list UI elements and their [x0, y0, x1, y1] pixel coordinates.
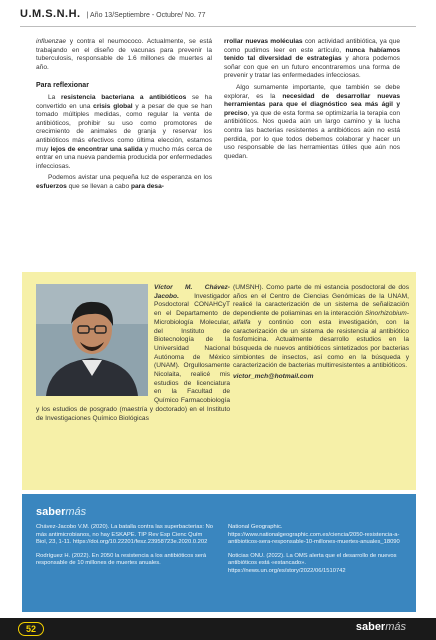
reference-item: National Geographic. https://www.nationalgeographic.com.es/ciencia/2050-resistencia-a-antibioticos-sera-responsable-10-millones-muertes-anuales_18090	[228, 524, 400, 546]
paragraph	[36, 174, 212, 191]
bold-text: esfuerzos	[36, 182, 67, 190]
bio-text-left	[36, 284, 230, 423]
issue-info: | Año 13/Septiembre - Octubre/ No. 77	[86, 12, 206, 19]
text: y contra el neumococo. Actualmente, se está trabajando en el diseño de vacunas para prevenir la tuberculosis, responsable de 1.6 millones de muertes al año.	[36, 38, 212, 71]
text: Algo sumamente importante, que también se debe explorar, es la	[224, 83, 400, 100]
text: Podemos avistar una pequeña luz de esperanza en los	[48, 174, 212, 182]
page-number: 52	[18, 622, 44, 636]
logo-text: saber	[355, 621, 386, 633]
references-left	[36, 524, 214, 574]
author-name: Víctor M. Chávez-Jacobo.	[154, 284, 230, 300]
text: , ya que de esta forma se optimizaría la terapia con antibióticos. Nos queda aún un largo camino y la lucha contra las bacterias resistentes a antibióticos aún no está perdida, por lo que todos debemos colaborar y hacer un uso responsable de las herramientas útiles que aún nos quedan.	[224, 109, 400, 160]
section-heading: Para reflexionar	[36, 82, 89, 90]
article-column-left	[36, 38, 212, 195]
reference-item: Rodríguez H. (2022). En 2050 la resistencia a los antibióticos será responsable de 10 millones de muertes anuales.	[36, 552, 207, 567]
logo-text: saber	[36, 506, 66, 518]
paragraph	[36, 94, 212, 171]
italic-term: Sinorhizobium-alfalfa	[233, 310, 409, 326]
paragraph	[224, 84, 400, 161]
text: Investigador Posdoctoral CONAHCyT en el Departamento de Microbiología Molecular, del Instituto de Biotecnología de la Universidad Nacional Autónoma de México (UNAM). Orgullosamente Nicolaita, realicé mis estudios de licenciatura en la Facultad de Químico Farmacobiología y los estudios de posgrado (maestría y doctorado) en el Instituto de Investigaciones Químico Biológicas	[36, 292, 230, 422]
paragraph	[36, 38, 212, 72]
text: y continúo con esta investigación, con la caracterización de un sistema de resistencia al antibiótico fosfomicina. Actualmente desarrollo estudios en la búsqueda de nuevos antibióticos sintetizados por bacterias simbiontes de insectos, así como en la búsqueda y caracterización de bacterias multirresistentes a antibióticos.	[233, 318, 409, 370]
text: (UMSNH). Como parte de mi estancia posdoctoral de dos años en el Centro de Ciencias Genómicas de la UNAM, realicé la caracterización de un sistema de señalización dependiente de poliaminas en la interacción	[233, 284, 409, 318]
text: y mucho más cerca de entrar en una nueva pandemia producida por enfermedades infecciosas.	[36, 145, 212, 170]
references-right	[228, 524, 406, 582]
photo-spacer	[36, 284, 154, 402]
bold-text: para desa-	[130, 182, 164, 190]
italic-term: influenzae	[36, 38, 67, 45]
text: y a pesar de que se han tomado múltiples medidas, como regular la venta de antibióticos, prohibir su uso como promotores de crecimiento de animales de granja y reservar los antibióticos más efectivos como última elección, estamos muy	[36, 102, 212, 153]
reference-item: Noticias ONU. (2022). La OMS alerta que el desarrollo de nuevos antibióticos está «estancado». https://news.un.org/es/story/2022/06/1510742	[228, 552, 397, 574]
journal-name: U.M.S.N.H.	[20, 8, 81, 20]
bold-text: resistencia bacteriana a antibióticos	[61, 93, 187, 101]
text: y ahora podemos soñar con que en un futuro encontraremos una forma de prevenir y tratar las enfermedades infecciosas.	[224, 55, 400, 80]
logo-accent: más	[65, 506, 87, 518]
footer-logo	[356, 621, 406, 633]
text: con actividad antibiótica, ya que como pudimos leer en este artículo,	[224, 38, 400, 54]
bold-text: rrollar nuevas moléculas	[224, 38, 303, 45]
page-footer	[0, 618, 436, 640]
reference-item: Chávez-Jacobo V.M. (2020). La batalla contra las superbacterias: No más antimicrobianos, no hay ESKAPE. TIP Rev Esp Cienc Quím Biol, 23, 1-11. https://doi.org/10.22201/fesz.23958723e.2020.0.202	[36, 524, 214, 546]
page-header	[20, 8, 420, 26]
author-email[interactable]: victor_mch@hotmail.com	[233, 373, 314, 381]
text: se ha convertido en una	[36, 93, 212, 110]
article-column-right	[224, 38, 400, 164]
bold-text: nunca habíamos tenido tal diversidad de estrategias	[224, 46, 400, 63]
text: que se llevan a cabo	[66, 182, 131, 190]
bold-text: necesidad de desarrollar nuevas herramientas para que el diagnóstico sea más ágil y preciso	[224, 92, 400, 117]
logo-accent: más	[385, 621, 406, 633]
bold-text: crisis global	[93, 102, 133, 110]
bio-text-right	[233, 284, 409, 382]
header-divider	[20, 26, 416, 27]
text: La	[48, 93, 62, 101]
bold-text: lejos de encontrar una salida	[50, 145, 143, 153]
sabermas-logo	[36, 506, 86, 518]
references-box	[22, 494, 416, 612]
paragraph	[224, 38, 400, 81]
author-bio-box	[22, 272, 416, 490]
